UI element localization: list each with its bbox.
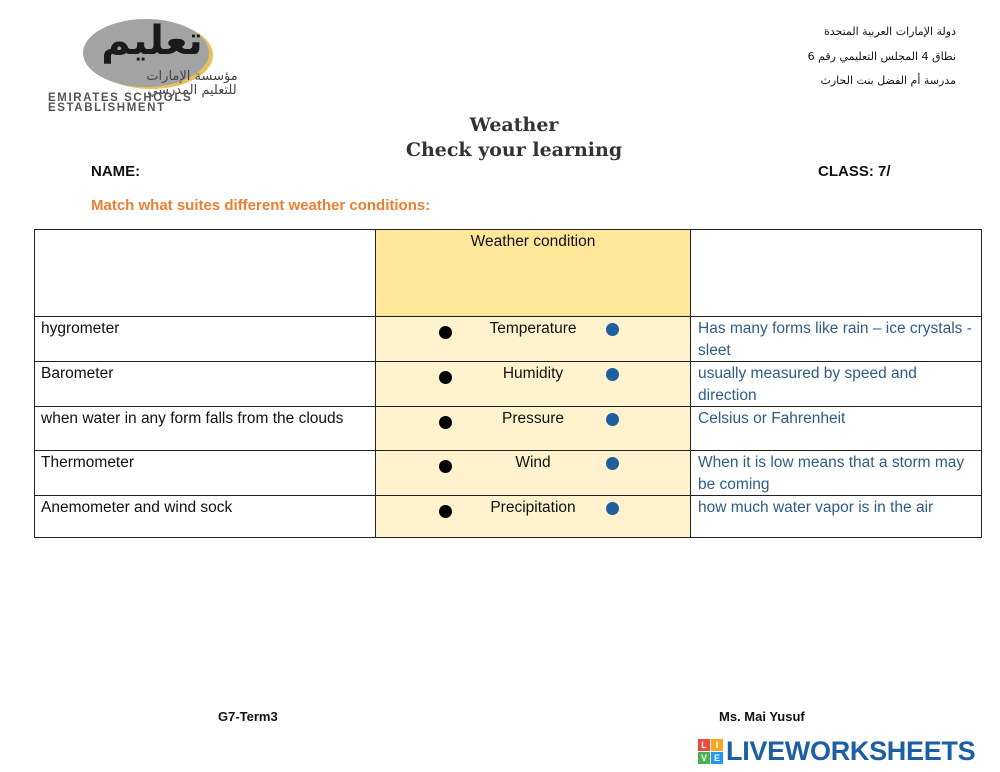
right-item: Celsius or Fahrenheit [691,407,982,451]
header-cell-middle [376,230,691,317]
condition-label: Humidity [502,365,564,382]
match-dot-right[interactable] [606,457,619,470]
emirates-schools-logo [42,10,247,115]
brand-wordmark: LIVEWORKSHEETS [726,735,976,766]
instruction-text: Match what suites different weather conditions: [91,197,431,214]
match-dot-right[interactable] [606,368,619,381]
table-row [35,407,982,451]
header-cell-right [691,230,982,317]
right-item: how much water vapor is in the air [691,496,982,538]
match-dot-left[interactable] [439,326,452,339]
table-row [35,496,982,538]
brand-square-l: L [698,739,710,751]
class-label: CLASS: 7/ [818,163,891,180]
match-dot-right[interactable] [606,323,619,336]
header-cell-left [35,230,376,317]
logo-graphic [42,10,247,115]
left-item: Thermometer [35,451,376,496]
liveworksheets-brand[interactable] [698,736,975,766]
match-dot-right[interactable] [606,502,619,515]
name-label: NAME: [91,163,141,180]
weather-condition-header: Weather condition [470,233,596,250]
table-header-row [35,230,982,317]
brand-square-i: I [711,739,723,751]
matching-table [34,229,982,538]
page-subtitle: Check your learning [405,139,623,161]
left-item: hygrometer [35,317,376,362]
left-item: Barometer [35,362,376,407]
brand-icon [698,739,723,764]
condition-label: Pressure [501,410,565,427]
arabic-header-line3: مدرسة أم الفضل بنت الحارث [820,74,956,87]
teacher-name: Ms. Mai Yusuf [719,709,805,724]
middle-cell [376,317,691,362]
logo-english-line1: EMIRATES SCHOOLS [48,92,193,104]
left-item: when water in any form falls from the clouds [35,407,376,451]
middle-cell [376,362,691,407]
middle-cell [376,496,691,538]
right-item: Has many forms like rain – ice crystals - sleet [691,317,982,362]
right-item: When it is low means that a storm may be coming [691,451,982,496]
match-dot-left[interactable] [439,416,452,429]
table-row [35,362,982,407]
left-item: Anemometer and wind sock [35,496,376,538]
logo-arabic-line2: للتعليم المدرسي [147,83,237,98]
brand-square-v: V [698,752,710,764]
condition-label: Wind [515,454,551,471]
right-item: usually measured by speed and direction [691,362,982,407]
logo-english-line2: ESTABLISHMENT [48,102,166,114]
arabic-header [808,20,956,94]
logo-arabic-mark: تعليم [101,18,203,64]
brand-square-e: E [711,752,723,764]
match-dot-left[interactable] [439,460,452,473]
match-dot-left[interactable] [439,505,452,518]
page-title: Weather [469,114,559,136]
term-label: G7-Term3 [218,709,278,724]
match-dot-left[interactable] [439,371,452,384]
table-row [35,317,982,362]
middle-cell [376,407,691,451]
condition-label: Temperature [489,320,577,337]
middle-cell [376,451,691,496]
table-row [35,451,982,496]
arabic-header-line2: نطاق 4 المجلس التعليمي رقم 6 [807,49,956,63]
arabic-header-line1: دولة الإمارات العربية المتحدة [823,25,956,38]
logo-arabic-line1: مؤسسة الإمارات [146,69,238,84]
match-dot-right[interactable] [606,413,619,426]
condition-label: Precipitation [490,499,576,516]
